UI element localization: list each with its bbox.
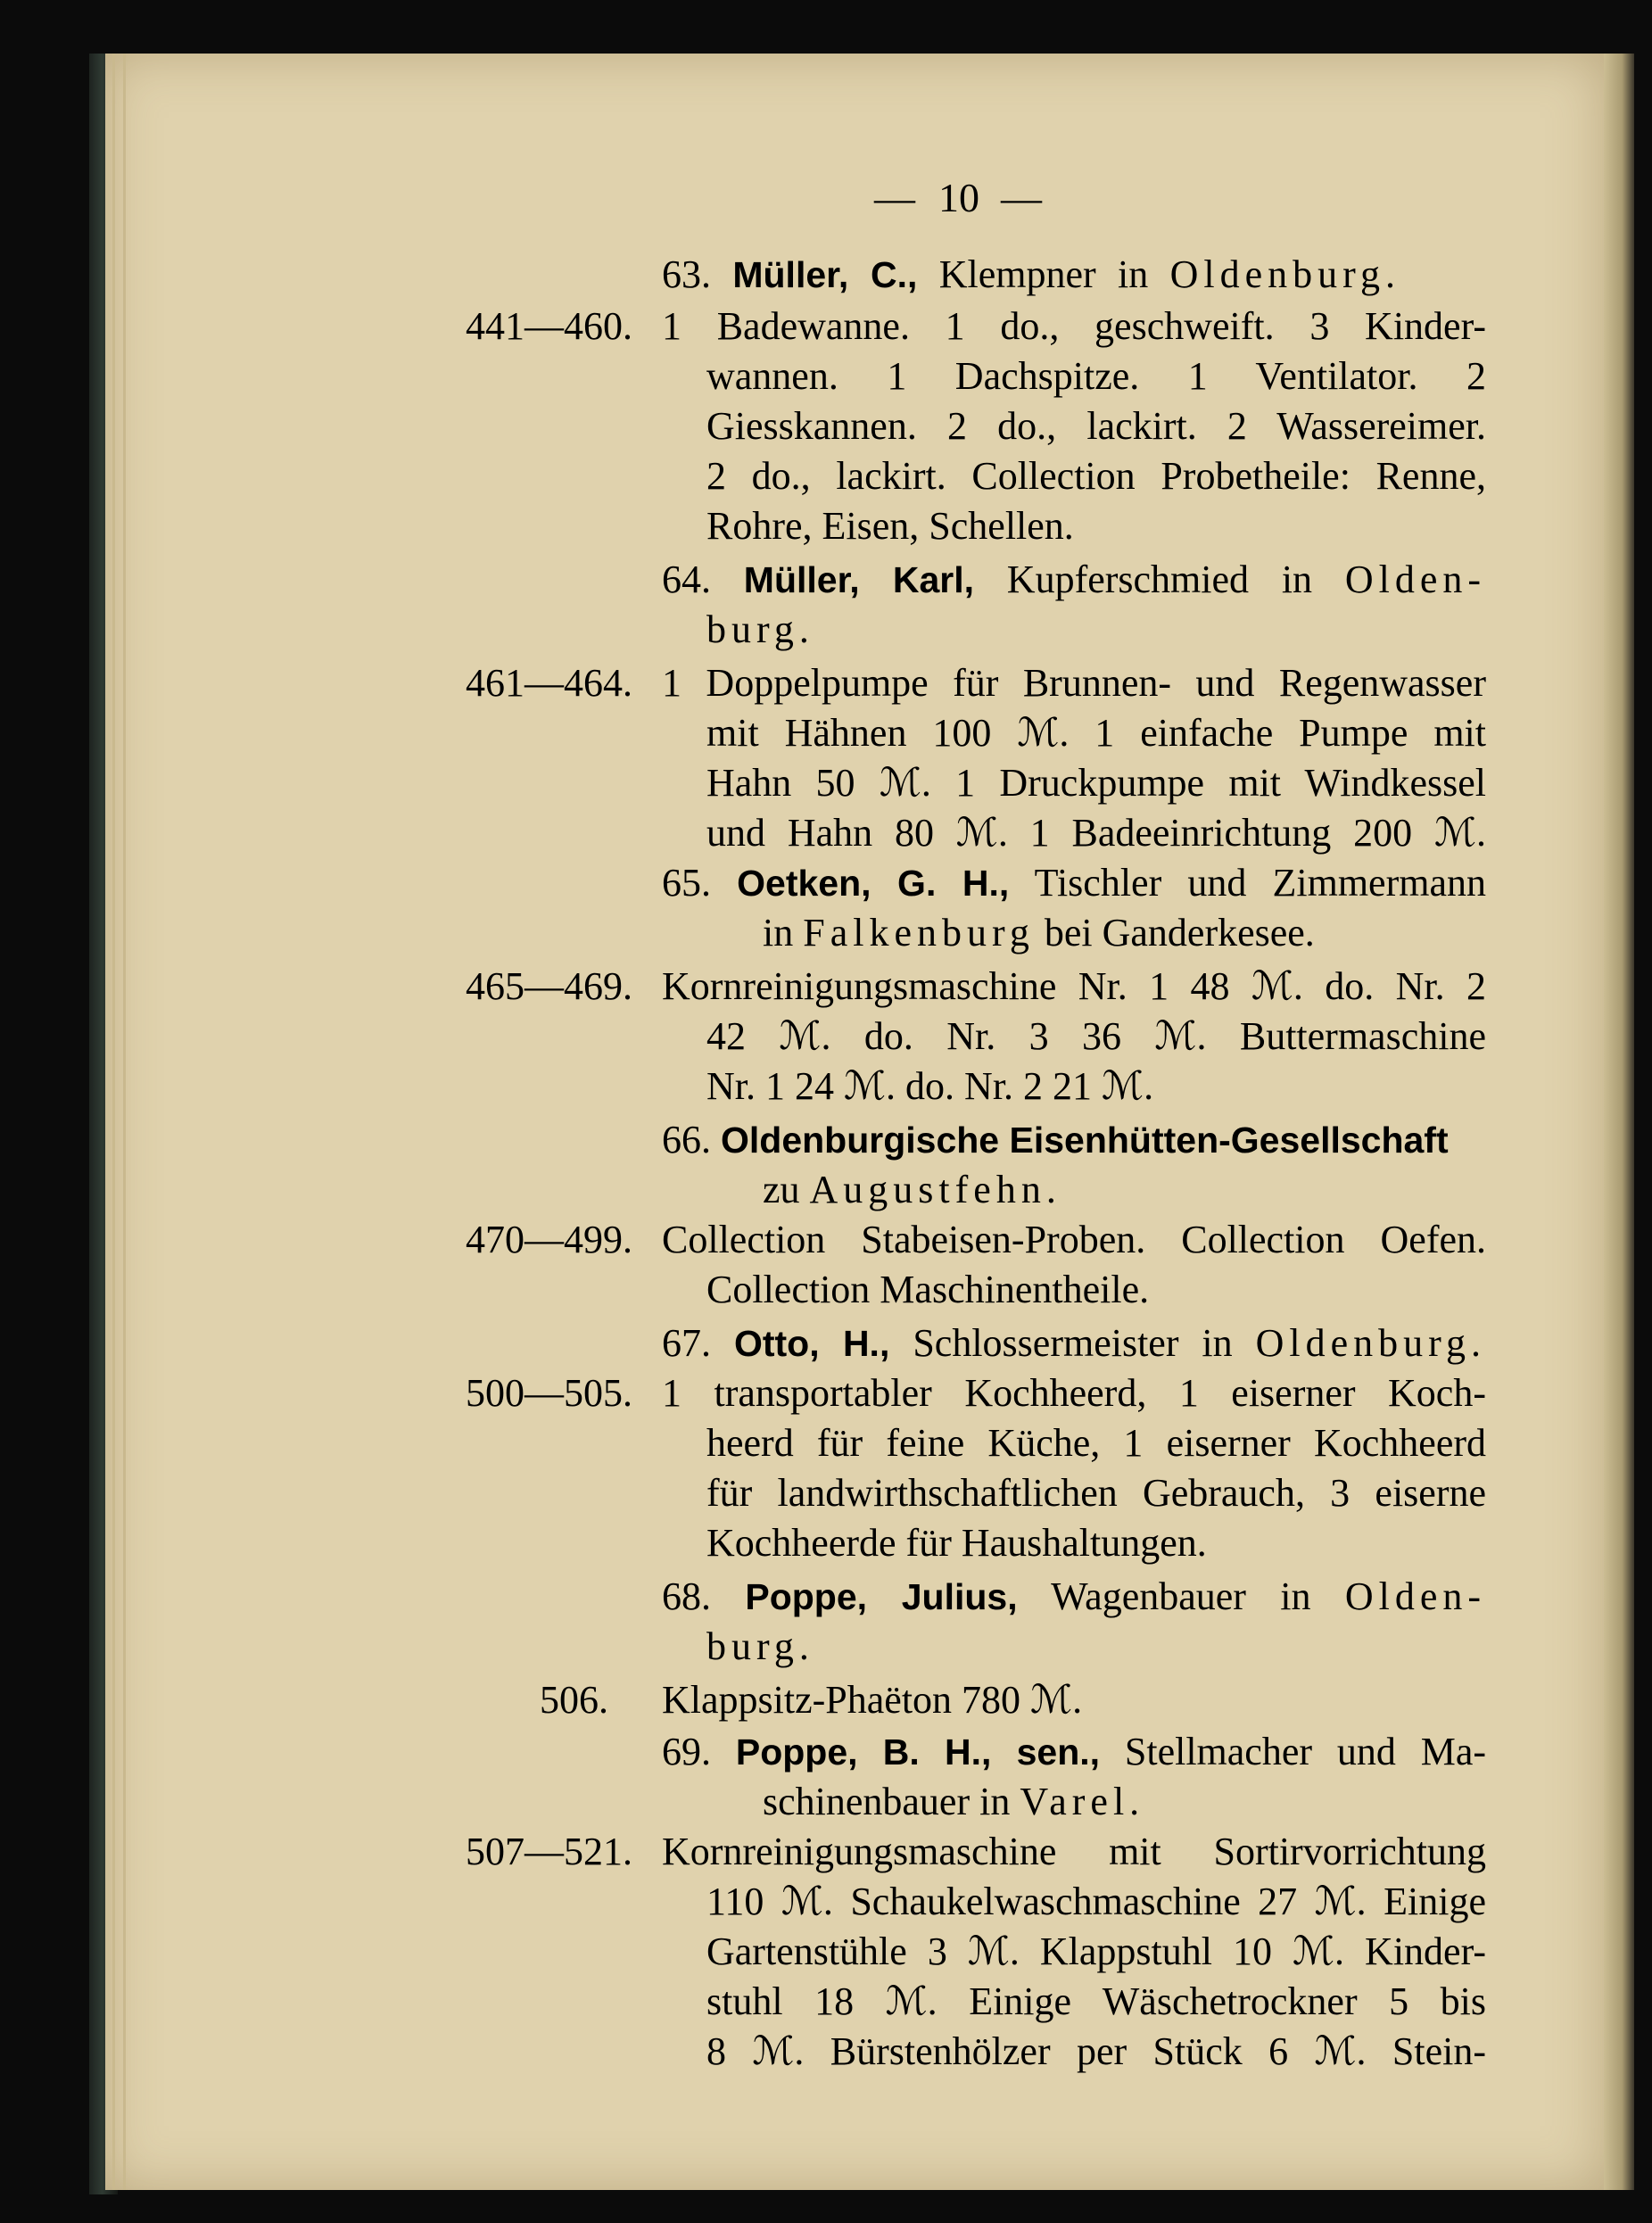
folio-dash-right: — — [1001, 175, 1042, 220]
exhibitor-place: Oldenburg. — [1255, 1321, 1487, 1365]
entry-line: Kochheerde für Haushaltungen. — [706, 1521, 1207, 1565]
catalogue-range: 507—521. — [466, 1830, 632, 1873]
location-prefix: zu — [763, 1168, 800, 1211]
entry-line: Klappsitz-Phaëton 780 ℳ. — [662, 1678, 1083, 1722]
catalogue-range: 506. — [540, 1678, 608, 1722]
exhibitor-trade: Stellmacher und Ma- — [1124, 1730, 1486, 1773]
page-edge-strip — [1604, 54, 1634, 2190]
catalogue-range: 441—460. — [466, 304, 632, 348]
exhibitor-name: Oldenburgische Eisenhütten-Gesellschaft — [721, 1120, 1449, 1161]
entry-line: stuhl 18 ℳ. Einige Wäschetrockner 5 bis — [706, 1979, 1486, 2023]
exhibitor-name: Poppe, Julius, — [745, 1576, 1018, 1617]
entry-number: 66. — [662, 1118, 711, 1161]
location-suffix: bei Ganderkesee. — [1044, 911, 1315, 954]
exhibitor-location-line — [763, 1777, 1144, 1827]
entry-number: 63. — [662, 252, 711, 296]
entry-line: 42 ℳ. do. Nr. 3 36 ℳ. Buttermaschine — [706, 1014, 1486, 1058]
page-edge-line — [123, 54, 126, 2190]
entry-line: 1 Doppelpumpe für Brunnen- und Regenwasser — [662, 661, 1486, 705]
page-number-header — [874, 174, 1302, 221]
exhibitor-place: Olden- — [1344, 558, 1487, 601]
entry-heading-68 — [662, 1572, 1486, 1622]
entry-line: Hahn 50 ℳ. 1 Druckpumpe mit Windkessel — [706, 761, 1486, 805]
entry-line: 110 ℳ. Schaukelwaschmaschine 27 ℳ. Einige — [706, 1880, 1486, 1923]
entry-heading-69 — [662, 1727, 1486, 1777]
entry-heading-67 — [662, 1318, 1486, 1368]
catalogue-range: 500—505. — [466, 1371, 632, 1415]
entry-line: Collection Maschinentheile. — [706, 1268, 1150, 1311]
exhibitor-trade: Wagenbauer in — [1051, 1574, 1311, 1618]
exhibitor-place-continued: burg. — [706, 1624, 814, 1668]
folio-dash-left: — — [874, 175, 915, 220]
exhibitor-name: Poppe, B. H., sen., — [735, 1731, 1101, 1773]
exhibitor-trade: Kupferschmied in — [1006, 558, 1313, 601]
entry-line: und Hahn 80 ℳ. 1 Badeeinrichtung 200 ℳ. — [706, 811, 1486, 855]
entry-line: Giesskannen. 2 do., lackirt. 2 Wassereimer. — [706, 404, 1486, 448]
entry-line: 8 ℳ. Bürstenhölzer per Stück 6 ℳ. Stein- — [706, 2029, 1486, 2073]
entry-line: 2 do., lackirt. Collection Probetheile: Renne, — [706, 454, 1486, 498]
entry-line: Collection Stabeisen-Proben. Collection Oefen. — [662, 1218, 1486, 1261]
exhibitor-trade: Schlossermeister in — [913, 1321, 1233, 1365]
entry-line: 1 Badewanne. 1 do., geschweift. 3 Kinder- — [662, 304, 1486, 348]
entry-heading-64 — [662, 555, 1486, 605]
exhibitor-place: Falkenburg — [803, 911, 1035, 954]
entry-number: 67. — [662, 1321, 711, 1365]
entry-line: 1 transportabler Kochheerd, 1 eiserner Koch- — [662, 1371, 1486, 1415]
exhibitor-trade: Tischler und Zimmermann — [1034, 861, 1486, 905]
location-prefix: schinenbauer in — [763, 1780, 1011, 1823]
entry-line: Kornreinigungsmaschine Nr. 1 48 ℳ. do. Nr. 2 — [662, 964, 1486, 1008]
entry-heading-63 — [662, 250, 1400, 300]
page-edge-line — [112, 54, 115, 2190]
entry-line: Nr. 1 24 ℳ. do. Nr. 2 21 ℳ. — [706, 1064, 1154, 1108]
exhibitor-name: Otto, H., — [733, 1323, 890, 1364]
exhibitor-place: Oldenburg. — [1169, 252, 1401, 296]
exhibitor-trade: Klempner in — [938, 252, 1149, 296]
page-number: 10 — [938, 175, 979, 220]
exhibitor-place-continued: burg. — [706, 607, 814, 651]
exhibitor-name: Müller, C., — [732, 254, 918, 295]
exhibitor-name: Müller, Karl, — [743, 559, 974, 600]
entry-line: Gartenstühle 3 ℳ. Klappstuhl 10 ℳ. Kinder- — [706, 1930, 1486, 1973]
catalogue-range: 461—464. — [466, 661, 632, 705]
entry-heading-65 — [662, 858, 1486, 908]
exhibitor-location-line — [763, 1165, 1061, 1215]
entry-number: 68. — [662, 1574, 711, 1618]
exhibitor-place: Varel. — [1020, 1780, 1145, 1823]
exhibitor-place: Olden- — [1344, 1574, 1487, 1618]
catalogue-range: 470—499. — [466, 1218, 632, 1261]
exhibitor-name: Oetken, G. H., — [737, 863, 1010, 904]
entry-line: wannen. 1 Dachspitze. 1 Ventilator. 2 — [706, 354, 1486, 398]
entry-number: 64. — [662, 558, 711, 601]
entry-number: 69. — [662, 1730, 711, 1773]
entry-line: Kornreinigungsmaschine mit Sortirvorrichtung — [662, 1830, 1486, 1873]
entry-line: mit Hähnen 100 ℳ. 1 einfache Pumpe mit — [706, 711, 1486, 755]
exhibitor-location-line — [763, 908, 1315, 958]
entry-heading-66 — [662, 1115, 1491, 1165]
location-prefix: in — [763, 911, 794, 954]
entry-line: Rohre, Eisen, Schellen. — [706, 504, 1074, 548]
catalogue-range: 465—469. — [466, 964, 632, 1008]
entry-line: heerd für feine Küche, 1 eiserner Kochheerd — [706, 1421, 1486, 1465]
exhibitor-place: Augustfehn. — [809, 1168, 1061, 1211]
entry-number: 65. — [662, 861, 711, 905]
entry-line: für landwirthschaftlichen Gebrauch, 3 eiserne — [706, 1471, 1486, 1515]
